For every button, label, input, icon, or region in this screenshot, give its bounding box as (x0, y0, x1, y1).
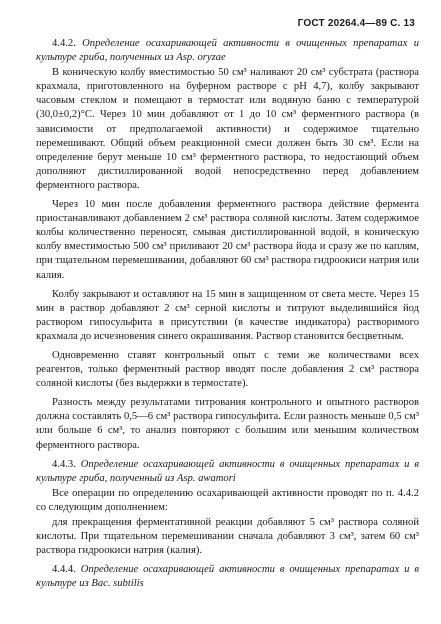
page-number: С. 13 (390, 18, 415, 29)
section-number: 4.4.3. (52, 458, 76, 470)
paragraph: В коническую колбу вместимостью 50 см³ наливают 20 см³ субстрата (раствора крахмала, приготовленного на буферном растворе с рН 4,7), колбу закрывают часовым стеклом и помещают в термостат или водяную баню с температурой (30,0±0,2)°С. Через 10 мин добавляют от 1 до 10 см³ ферментного раствора (в зависимости от предполагаемой активности) и содержимое тщательно перемешивают. Общий объем реакционной смеси должен быть 30 см³. Если на определение берут меньше 10 см³ ферментного раствора, то недостающий объем дополняют дистиллированной водой непосредственно перед добавлением ферментного раствора. (36, 67, 419, 191)
document-body (36, 37, 419, 592)
paragraph: Одновременно ставят контрольный опыт с теми же количествами всех реагентов, только ферментный раствор вводят после добавления 2 см³ раствора соляной кислоты (без выдержки в термостате). (36, 349, 419, 390)
section-title: Определение осахаривающей активности в очищенных препаратах и культуре гриба, полученных из Asp. oryzae (36, 38, 419, 64)
section-title: Определение осахаривающей активности в очищенных препаратах и в культуре гриба, полученный из Asp. awamori (36, 458, 419, 484)
section-title: Определение осахаривающей активности в очищенных препаратах и в культуре из Bac. subtilis (36, 564, 419, 590)
paragraph: Разность между результатами титрования контрольного и опытного растворов должна составлять 0,5—6 см³ раствора гипосульфита. Если разность меньше 0,5 см³ или больше 6 см³, то анализ повторяют с большим или меньшим количеством ферментного раствора. (36, 397, 419, 451)
section-heading-4-4-2 (36, 37, 419, 65)
standard-code: ГОСТ 20264.4—89 (297, 18, 388, 29)
paragraph: Через 10 мин после добавления ферментного раствора действие фермента приостанавливают добавлением 2 см³ раствора соляной кислоты. Затем содержимое колбы количественно переносят, смывая дистиллированной водой, в коническую колбу вместимостью 500 см³ приливают 20 см³ раствора йода и сразу же по каплям, при тщательном перемешивании, добавляют 60 см³ раствора гидроокиси натрия или калия. (36, 199, 419, 281)
paragraph: Все операции по определению осахаривающей активности проводят по п. 4.4.2 со следующим дополнением: (36, 487, 419, 513)
section-number: 4.4.4. (52, 564, 76, 576)
page-header (298, 18, 415, 29)
section-heading-4-4-4 (36, 563, 419, 591)
paragraph: для прекращения ферментативной реакции добавляют 5 см³ раствора соляной кислоты. При тщательном перемешивании сначала добавляют 3 см³, затем 60 см³ раствора гидроокиси натрия (калия). (36, 517, 419, 557)
paragraph: Колбу закрывают и оставляют на 15 мин в защищенном от света месте. Через 15 мин в раствор добавляют 2 см³ серной кислоты и титруют выделившийся йод раствором гипосульфита в присутствии (в качестве индикатора) растворимого крахмала до исчезновения синего окрашивания. Раствор становится бесцветным. (36, 288, 419, 342)
section-number: 4.4.2. (52, 38, 76, 49)
section-heading-4-4-3 (36, 458, 419, 486)
